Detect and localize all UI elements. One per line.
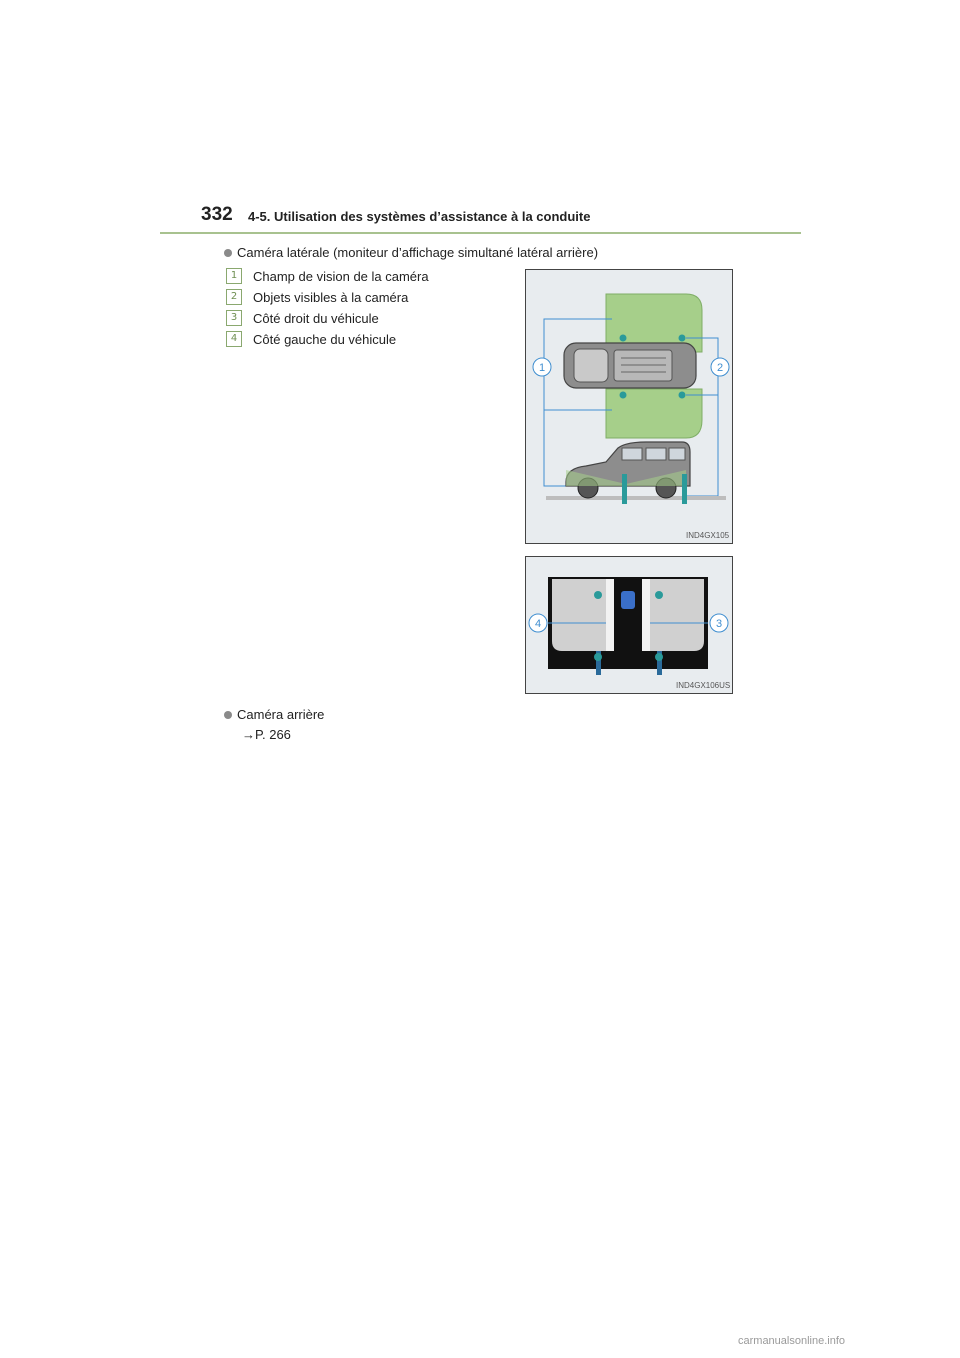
header-rule xyxy=(160,232,801,234)
legend-item-3 xyxy=(226,310,379,326)
field-of-view-diagram xyxy=(526,270,732,543)
side-camera-heading-text: Caméra latérale (moniteur d’affichage simultané latéral arrière) xyxy=(237,245,599,260)
legend-number: 1 xyxy=(226,268,242,284)
legend-item-1 xyxy=(226,268,429,284)
legend-number: 3 xyxy=(226,310,242,326)
bullet-icon xyxy=(224,249,232,257)
watermark: carmanualsonline.info xyxy=(738,1335,846,1347)
page-number: 332 xyxy=(201,204,233,225)
figure-code: IND4GX105 xyxy=(686,531,730,540)
bullet-icon xyxy=(224,711,232,719)
legend-label: Côté gauche du véhicule xyxy=(253,331,397,347)
legend-item-2 xyxy=(226,289,408,305)
legend-item-4 xyxy=(226,331,396,347)
figure-camera-field-of-view xyxy=(525,269,733,544)
legend-label: Objets visibles à la caméra xyxy=(253,289,409,305)
callout-2: 2 xyxy=(716,362,724,374)
callout-1: 1 xyxy=(538,362,546,374)
side-camera-heading xyxy=(224,245,598,260)
rear-camera-heading xyxy=(224,707,324,722)
figure-code: IND4GX106US xyxy=(676,681,731,690)
legend-label: Côté droit du véhicule xyxy=(253,310,379,326)
legend-number: 2 xyxy=(226,289,242,305)
callout-4: 4 xyxy=(534,618,542,630)
figure-monitor-display xyxy=(525,556,733,694)
monitor-display-diagram xyxy=(526,557,732,693)
rear-camera-heading-text: Caméra arrière xyxy=(237,707,325,722)
section-title: 4-5. Utilisation des systèmes d’assistance à la conduite xyxy=(248,209,591,224)
legend-label: Champ de vision de la caméra xyxy=(253,268,429,284)
page-reference-link[interactable]: →P. 266 xyxy=(242,727,291,742)
callout-3: 3 xyxy=(715,618,723,630)
legend-number: 4 xyxy=(226,331,242,347)
